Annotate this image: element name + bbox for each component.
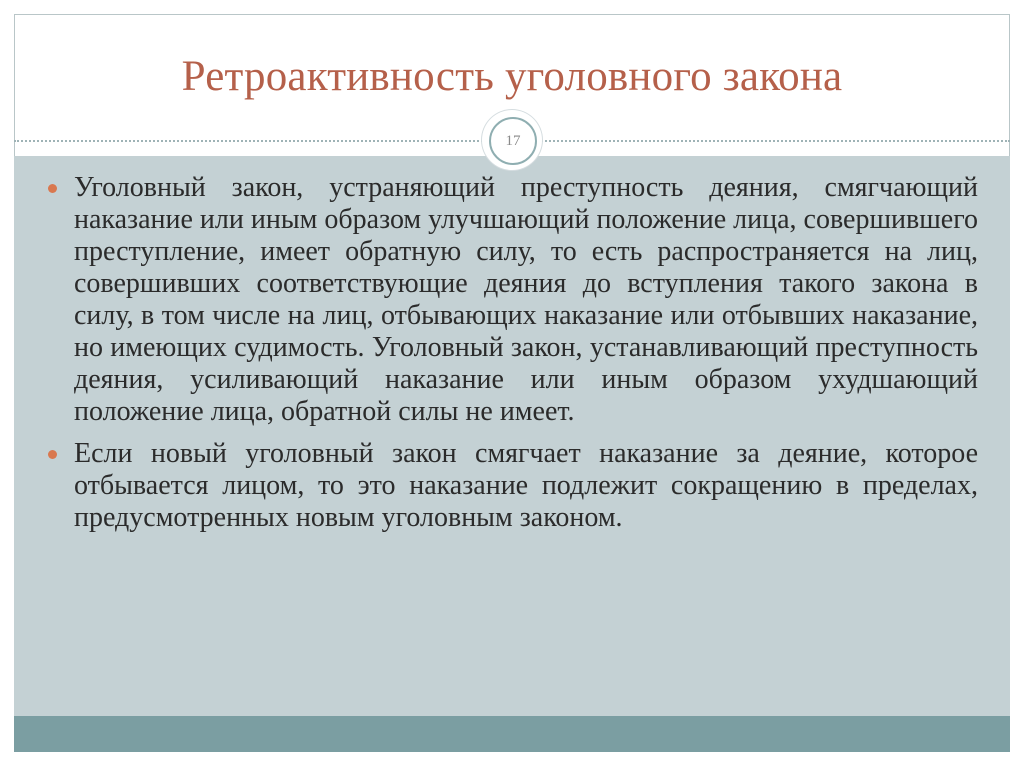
bullet-list: [48, 172, 978, 544]
bullet-item: [48, 172, 978, 428]
bullet-marker-icon: [48, 184, 57, 193]
slide-number: 17: [489, 117, 537, 165]
slide-title: Ретроактивность уголовного закона: [181, 53, 843, 100]
bullet-marker-icon: [48, 450, 57, 459]
bullet-text: Уголовный закон, устраняющий преступность деяния, смягчающий наказание или иным образом улучшающий положение лица, совершившего преступление, имеет обратную силу, то есть распространяется на лиц, совершивших соответствующие деяния до вступления такого закона в силу, в том числе на лиц, отбывающих наказание или отбывших наказание, но имеющих судимость. Уголовный закон, устанавливающий преступность деяния, усиливающий наказание или иным образом ухудшающий положение лица, обратной силы не имеет.: [74, 172, 978, 427]
bullet-item: [48, 438, 978, 534]
slide-number-badge: [482, 110, 542, 170]
bullet-text: Если новый уголовный закон смягчает наказание за деяние, которое отбывается лицом, то это наказание подлежит сокращению в пределах, предусмотренных новым уголовным законом.: [74, 438, 978, 533]
bottom-band: [14, 716, 1010, 752]
